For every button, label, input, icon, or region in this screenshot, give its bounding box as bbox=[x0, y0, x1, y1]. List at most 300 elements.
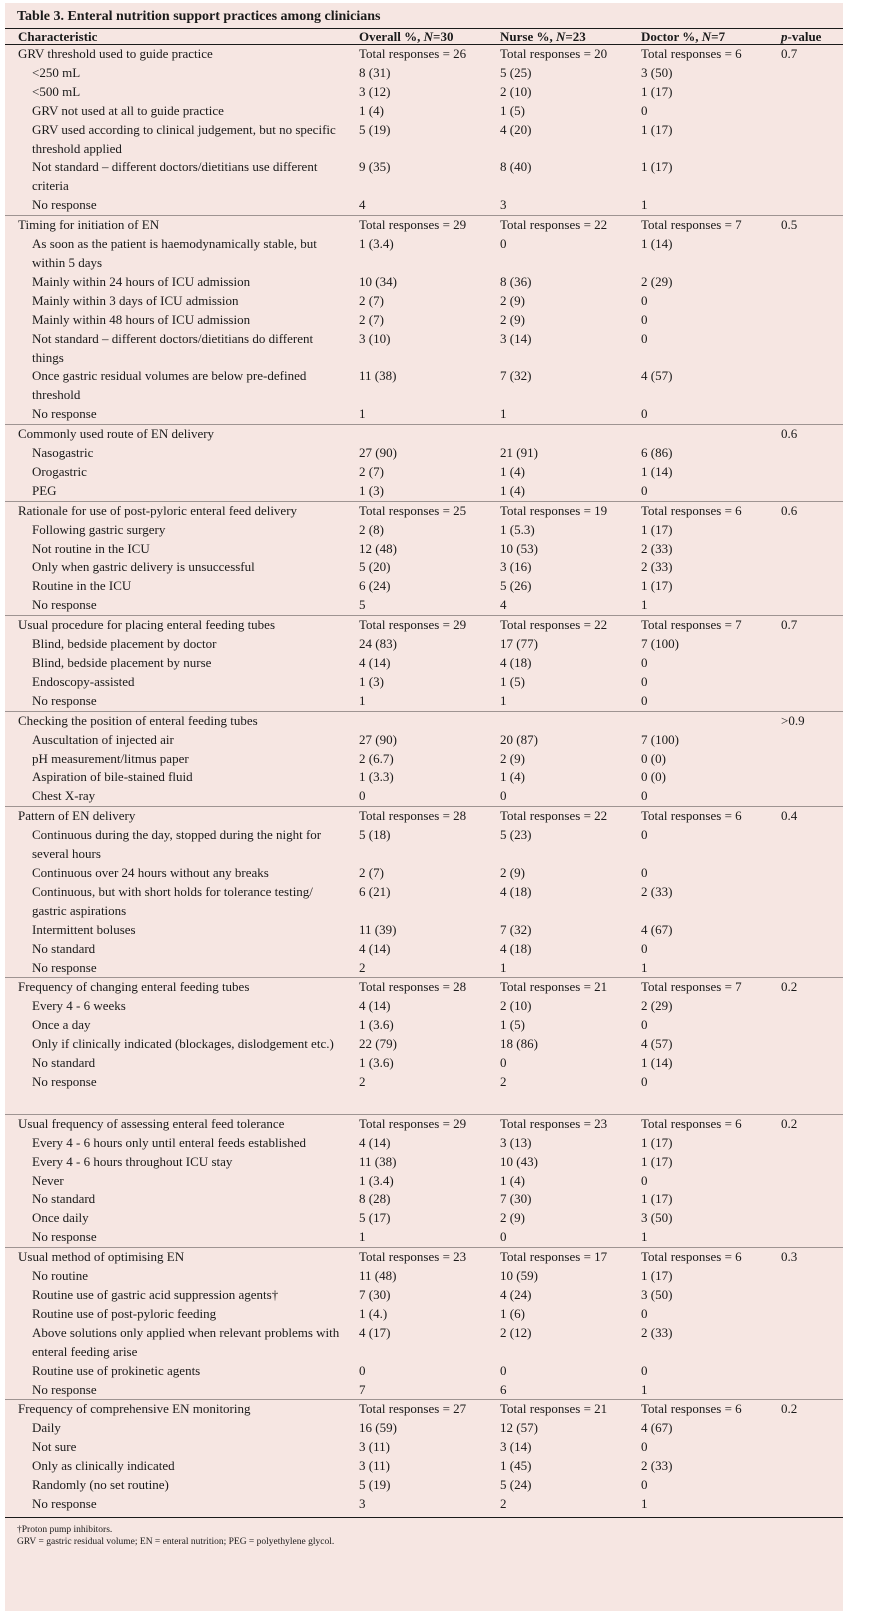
doctor-value: 0 bbox=[641, 655, 648, 670]
nurse-value: 2 (10) bbox=[500, 83, 532, 99]
overall-value: 4 (14) bbox=[359, 998, 391, 1014]
table-row bbox=[5, 1073, 843, 1092]
empty-cell bbox=[781, 1495, 843, 1517]
table-row bbox=[5, 1495, 843, 1517]
overall-value: 6 (24) bbox=[359, 578, 391, 594]
row-label: Above solutions only applied when relevant problems with enteral feeding arise bbox=[32, 1324, 340, 1359]
doctor-value: 0 bbox=[641, 1477, 648, 1493]
row-label: Only if clinically indicated (blockages, dislodgement etc.) bbox=[32, 1036, 334, 1052]
p-value: 0.7 bbox=[781, 46, 798, 61]
nurse-total: Total responses = 22 bbox=[500, 616, 641, 635]
overall-value: 4 (14) bbox=[359, 1134, 391, 1150]
table-row bbox=[5, 521, 843, 540]
empty-cell bbox=[781, 921, 843, 940]
table-row bbox=[5, 959, 843, 978]
doctor-value: 1 bbox=[641, 1381, 648, 1397]
table-row bbox=[5, 1228, 843, 1247]
empty-cell bbox=[781, 1286, 843, 1305]
nurse-value: 1 (4) bbox=[500, 769, 525, 785]
section-label: Timing for initiation of EN bbox=[5, 216, 359, 235]
overall-value: 1 (3.3) bbox=[359, 769, 394, 785]
table-row bbox=[5, 997, 843, 1016]
row-label: Chest X-ray bbox=[32, 788, 96, 804]
table-row bbox=[5, 864, 843, 883]
empty-cell bbox=[781, 577, 843, 596]
empty-cell bbox=[781, 1228, 843, 1247]
doctor-value: 0 bbox=[641, 482, 648, 498]
table-row bbox=[5, 768, 843, 787]
nurse-total bbox=[500, 711, 641, 730]
overall-value: 10 (34) bbox=[359, 273, 397, 289]
doctor-value: 1 bbox=[641, 959, 648, 975]
section-row bbox=[5, 425, 843, 444]
footnote-ppi: †Proton pump inhibitors. bbox=[17, 1525, 113, 1535]
row-label: Intermittent boluses bbox=[32, 921, 136, 937]
doctor-value: 1 bbox=[641, 1229, 648, 1245]
empty-cell bbox=[781, 405, 843, 424]
table-body bbox=[5, 45, 843, 1518]
empty-cell bbox=[781, 1073, 843, 1092]
p-value: 0.3 bbox=[781, 1248, 843, 1267]
doctor-value: 2 (33) bbox=[641, 1458, 673, 1474]
overall-value: 4 (17) bbox=[359, 1324, 391, 1340]
row-label: Only when gastric delivery is unsuccessful bbox=[32, 559, 255, 575]
nurse-value: 5 (23) bbox=[500, 827, 532, 843]
doctor-value: 1 bbox=[641, 197, 648, 213]
empty-cell bbox=[781, 273, 843, 292]
p-value: 0.6 bbox=[781, 425, 843, 444]
overall-value: 3 (12) bbox=[359, 83, 391, 99]
overall-value: 1 (3.6) bbox=[359, 1055, 394, 1071]
doctor-value: 1 (14) bbox=[641, 1055, 673, 1071]
row-label: GRV not used at all to guide practice bbox=[32, 102, 224, 118]
nurse-value: 4 (18) bbox=[500, 883, 532, 899]
row-label: Routine use of post-pyloric feeding bbox=[32, 1305, 217, 1321]
section-row bbox=[5, 216, 843, 235]
empty-cell bbox=[781, 1016, 843, 1035]
row-label: Auscultation of injected air bbox=[32, 731, 174, 747]
nurse-total: Total responses = 22 bbox=[500, 216, 641, 235]
p-value: 0.2 bbox=[781, 1400, 843, 1419]
table-row bbox=[5, 577, 843, 596]
doctor-value: 0 bbox=[641, 406, 648, 422]
row-label: Mainly within 48 hours of ICU admission bbox=[32, 311, 251, 327]
nurse-value: 17 (77) bbox=[500, 636, 538, 652]
empty-cell bbox=[781, 1172, 843, 1191]
table-row bbox=[5, 1362, 843, 1381]
overall-value: 2 (7) bbox=[359, 292, 384, 308]
empty-cell bbox=[781, 940, 843, 959]
empty-cell bbox=[781, 1209, 843, 1228]
doctor-value: 1 (17) bbox=[641, 1191, 673, 1207]
nurse-total: Total responses = 20 bbox=[500, 46, 608, 61]
overall-value: 16 (59) bbox=[359, 1420, 397, 1436]
empty-cell bbox=[781, 83, 843, 102]
overall-value: 11 (39) bbox=[359, 921, 397, 937]
nurse-value: 20 (87) bbox=[500, 731, 538, 747]
empty-cell bbox=[781, 692, 843, 711]
doctor-total bbox=[641, 425, 781, 444]
doctor-value: 0 bbox=[641, 1362, 648, 1378]
overall-value: 24 (83) bbox=[359, 636, 397, 652]
overall-total: Total responses = 27 bbox=[359, 1400, 500, 1419]
footnotes bbox=[17, 1524, 334, 1548]
table-row bbox=[5, 1016, 843, 1035]
nurse-value: 2 (9) bbox=[500, 864, 525, 880]
doctor-value: 0 (0) bbox=[641, 750, 666, 766]
overall-value: 3 (11) bbox=[359, 1439, 390, 1455]
section-label: Usual method of optimising EN bbox=[5, 1248, 359, 1267]
table-row bbox=[5, 405, 843, 424]
table-row bbox=[5, 158, 843, 196]
nurse-value: 7 (30) bbox=[500, 1191, 532, 1207]
header-p-value: p-value bbox=[781, 29, 843, 45]
empty-cell bbox=[781, 883, 843, 921]
overall-value: 5 (20) bbox=[359, 559, 391, 575]
doctor-value: 0 (0) bbox=[641, 769, 666, 785]
empty-cell bbox=[781, 540, 843, 559]
section-row bbox=[5, 45, 843, 64]
nurse-total: Total responses = 21 bbox=[500, 1400, 641, 1419]
section-row bbox=[5, 978, 843, 997]
table-row bbox=[5, 1190, 843, 1209]
nurse-value: 4 (18) bbox=[500, 655, 532, 670]
nurse-value: 7 (32) bbox=[500, 921, 532, 937]
nurse-value: 4 (20) bbox=[500, 121, 532, 137]
table-row bbox=[5, 540, 843, 559]
overall-total: Total responses = 26 bbox=[359, 46, 467, 61]
doctor-value: 2 (33) bbox=[641, 540, 673, 556]
row-label: Following gastric surgery bbox=[32, 521, 166, 537]
empty-cell bbox=[781, 64, 843, 83]
row-label: No response bbox=[32, 1381, 97, 1397]
overall-value: 1 (3.6) bbox=[359, 1017, 394, 1033]
table-row bbox=[5, 1381, 843, 1400]
doctor-value: 1 (17) bbox=[641, 83, 673, 99]
empty-cell bbox=[781, 864, 843, 883]
empty-cell bbox=[781, 102, 843, 121]
row-label: Daily bbox=[32, 1420, 61, 1436]
empty-cell bbox=[781, 635, 843, 654]
doctor-value: 0 bbox=[641, 1305, 648, 1321]
spacer-row bbox=[5, 1092, 843, 1115]
nurse-value: 3 (14) bbox=[500, 1439, 532, 1455]
doctor-value: 1 (17) bbox=[641, 121, 673, 137]
header-overall: Overall %, N=30 bbox=[359, 29, 500, 45]
empty-cell bbox=[781, 673, 843, 692]
overall-value: 1 (4.) bbox=[359, 1305, 388, 1321]
nurse-total: Total responses = 19 bbox=[500, 501, 641, 520]
overall-value: 5 (19) bbox=[359, 1477, 391, 1493]
nurse-total: Total responses = 17 bbox=[500, 1248, 641, 1267]
overall-value: 1 (3) bbox=[359, 673, 384, 689]
section-label: Usual procedure for placing enteral feeding tubes bbox=[5, 616, 359, 635]
nurse-value: 2 (9) bbox=[500, 311, 525, 327]
empty-cell bbox=[781, 654, 843, 673]
p-value: 0.6 bbox=[781, 501, 843, 520]
empty-cell bbox=[781, 750, 843, 769]
section-row bbox=[5, 1248, 843, 1267]
empty-cell bbox=[781, 1305, 843, 1324]
overall-value: 2 (8) bbox=[359, 521, 384, 537]
section-row bbox=[5, 1114, 843, 1133]
row-label: No response bbox=[32, 597, 97, 613]
empty-cell bbox=[781, 731, 843, 750]
row-label: GRV used according to clinical judgement, but no specific threshold applied bbox=[32, 121, 336, 156]
row-label: Nasogastric bbox=[32, 445, 94, 461]
doctor-value: 0 bbox=[641, 673, 648, 689]
row-label: Continuous over 24 hours without any breaks bbox=[32, 864, 269, 880]
overall-value: 3 (10) bbox=[359, 330, 391, 346]
row-label: Once a day bbox=[32, 1017, 91, 1033]
overall-value: 2 (7) bbox=[359, 864, 384, 880]
doctor-value: 1 bbox=[641, 1495, 781, 1517]
doctor-value: 4 (67) bbox=[641, 921, 673, 937]
overall-total: Total responses = 23 bbox=[359, 1248, 500, 1267]
empty-cell bbox=[781, 1035, 843, 1054]
table-row bbox=[5, 596, 843, 615]
nurse-total: Total responses = 23 bbox=[500, 1114, 641, 1133]
overall-value: 11 (38) bbox=[359, 1153, 397, 1169]
row-label: Once gastric residual volumes are below pre-defined threshold bbox=[32, 368, 307, 403]
doctor-value: 0 bbox=[641, 692, 648, 708]
empty-cell bbox=[781, 596, 843, 615]
empty-cell bbox=[781, 1267, 843, 1286]
table-row bbox=[5, 1457, 843, 1476]
doctor-value: 0 bbox=[641, 1439, 648, 1455]
overall-value: 6 (21) bbox=[359, 883, 391, 899]
nurse-value: 1 (4) bbox=[500, 463, 525, 479]
overall-value: 1 bbox=[359, 406, 366, 422]
doctor-value: 7 (100) bbox=[641, 731, 679, 747]
row-label: No routine bbox=[32, 1268, 88, 1284]
overall-value: 2 (6.7) bbox=[359, 750, 394, 766]
overall-value: 0 bbox=[359, 1362, 366, 1378]
doctor-value: 2 (29) bbox=[641, 273, 673, 289]
table-row bbox=[5, 367, 843, 405]
doctor-value: 1 (17) bbox=[641, 578, 673, 594]
table-row bbox=[5, 196, 843, 215]
doctor-value: 0 bbox=[641, 788, 648, 804]
empty-cell bbox=[781, 444, 843, 463]
table-row bbox=[5, 102, 843, 121]
doctor-total: Total responses = 6 bbox=[641, 807, 781, 826]
nurse-value: 2 (9) bbox=[500, 750, 525, 766]
nurse-value: 7 (32) bbox=[500, 368, 532, 384]
doctor-value: 0 bbox=[641, 1172, 648, 1188]
doctor-value: 1 (17) bbox=[641, 1134, 673, 1150]
empty-cell bbox=[781, 1153, 843, 1172]
doctor-total: Total responses = 7 bbox=[641, 978, 781, 997]
row-label: Routine use of prokinetic agents bbox=[32, 1362, 201, 1378]
row-label: Endoscopy-assisted bbox=[32, 673, 135, 689]
row-label: Continuous, but with short holds for tolerance testing/ gastric aspirations bbox=[32, 883, 313, 918]
row-label: No standard bbox=[32, 940, 96, 956]
doctor-value: 2 (33) bbox=[641, 883, 673, 899]
nurse-value: 12 (57) bbox=[500, 1420, 538, 1436]
empty-cell bbox=[781, 1476, 843, 1495]
row-label: No response bbox=[5, 1495, 359, 1517]
empty-cell bbox=[781, 311, 843, 330]
empty-cell bbox=[781, 787, 843, 806]
table-row bbox=[5, 731, 843, 750]
nurse-value: 0 bbox=[500, 1362, 507, 1378]
row-label: No response bbox=[32, 406, 97, 422]
doctor-value: 1 (17) bbox=[641, 159, 673, 175]
row-label: As soon as the patient is haemodynamically stable, but within 5 days bbox=[32, 236, 317, 270]
nurse-value: 10 (53) bbox=[500, 540, 538, 556]
section-label: Rationale for use of post-pyloric enteral feed delivery bbox=[5, 501, 359, 520]
nurse-value: 6 bbox=[500, 1381, 507, 1397]
nurse-value: 2 bbox=[500, 1495, 641, 1517]
overall-value: 5 (18) bbox=[359, 827, 391, 843]
overall-value: 9 (35) bbox=[359, 159, 391, 175]
overall-value: 2 bbox=[359, 959, 366, 975]
doctor-value: 3 (50) bbox=[641, 64, 673, 80]
overall-value: 22 (79) bbox=[359, 1036, 397, 1052]
nurse-value: 5 (24) bbox=[500, 1477, 532, 1493]
doctor-total: Total responses = 7 bbox=[641, 616, 781, 635]
empty-cell bbox=[781, 768, 843, 787]
nurse-value: 0 bbox=[500, 788, 507, 804]
row-label: <500 mL bbox=[32, 83, 81, 99]
doctor-value: 0 bbox=[641, 330, 648, 346]
row-label: Every 4 - 6 hours throughout ICU stay bbox=[32, 1153, 233, 1169]
section-label: Pattern of EN delivery bbox=[5, 807, 359, 826]
table-row bbox=[5, 444, 843, 463]
table-row bbox=[5, 883, 843, 921]
empty-cell bbox=[781, 292, 843, 311]
doctor-value: 6 (86) bbox=[641, 445, 673, 461]
row-label: Routine use of gastric acid suppression agents† bbox=[32, 1287, 279, 1302]
row-label: No response bbox=[32, 1229, 97, 1245]
footnote-abbreviations: GRV = gastric residual volume; EN = enteral nutrition; PEG = polyethylene glycol. bbox=[17, 1537, 335, 1547]
nurse-value: 1 bbox=[500, 959, 507, 975]
doctor-value: 0 bbox=[641, 311, 648, 327]
nurse-value: 1 bbox=[500, 692, 507, 708]
row-label: Every 4 - 6 weeks bbox=[32, 998, 126, 1014]
nurse-value: 1 (5) bbox=[500, 1017, 525, 1033]
doctor-value: 1 (17) bbox=[641, 1268, 673, 1284]
nurse-value: 1 (5.3) bbox=[500, 521, 535, 537]
nurse-value: 10 (43) bbox=[500, 1153, 538, 1169]
empty-cell bbox=[781, 521, 843, 540]
nurse-value: 4 (24) bbox=[500, 1287, 532, 1302]
table-row bbox=[5, 121, 843, 159]
table-row bbox=[5, 463, 843, 482]
table-row bbox=[5, 1324, 843, 1362]
section-label: Commonly used route of EN delivery bbox=[5, 425, 359, 444]
row-label: Blind, bedside placement by doctor bbox=[32, 636, 217, 652]
table-row bbox=[5, 1438, 843, 1457]
row-label: Aspiration of bile-stained fluid bbox=[32, 769, 193, 785]
table-row bbox=[5, 1153, 843, 1172]
overall-total bbox=[359, 711, 500, 730]
table-row bbox=[5, 273, 843, 292]
p-value: >0.9 bbox=[781, 711, 843, 730]
doctor-value: 1 (17) bbox=[641, 521, 673, 537]
doctor-value: 1 (14) bbox=[641, 463, 673, 479]
nurse-value: 2 (12) bbox=[500, 1324, 532, 1340]
nurse-value: 1 (45) bbox=[500, 1458, 532, 1474]
nurse-value: 8 (36) bbox=[500, 273, 532, 289]
table-row bbox=[5, 311, 843, 330]
empty-cell bbox=[781, 235, 843, 273]
nurse-value: 1 (5) bbox=[500, 102, 525, 118]
doctor-value: 2 (33) bbox=[641, 559, 673, 575]
overall-value: 27 (90) bbox=[359, 445, 397, 461]
nurse-total: Total responses = 22 bbox=[500, 807, 641, 826]
empty-cell bbox=[781, 121, 843, 159]
table-row bbox=[5, 635, 843, 654]
nurse-value: 1 (4) bbox=[500, 1172, 525, 1188]
nurse-value: 1 bbox=[500, 406, 507, 422]
section-label: Frequency of comprehensive EN monitoring bbox=[5, 1400, 359, 1419]
empty-cell bbox=[781, 997, 843, 1016]
overall-total: Total responses = 28 bbox=[359, 978, 500, 997]
row-label: Orogastric bbox=[32, 463, 87, 479]
nurse-value: 0 bbox=[500, 1055, 507, 1071]
nurse-value: 5 (25) bbox=[500, 64, 532, 80]
empty-cell bbox=[781, 1324, 843, 1362]
empty-cell bbox=[781, 826, 843, 864]
empty-cell bbox=[781, 158, 843, 196]
overall-value: 4 (14) bbox=[359, 655, 391, 670]
row-label: Randomly (no set routine) bbox=[32, 1477, 169, 1493]
row-label: <250 mL bbox=[32, 64, 81, 80]
doctor-value: 1 (17) bbox=[641, 1153, 673, 1169]
table-row bbox=[5, 1476, 843, 1495]
doctor-total: Total responses = 6 bbox=[641, 501, 781, 520]
section-row bbox=[5, 711, 843, 730]
row-label: No response bbox=[32, 692, 97, 708]
table-panel bbox=[5, 3, 843, 1611]
nurse-value: 2 (10) bbox=[500, 998, 532, 1014]
overall-value: 1 (4) bbox=[359, 102, 384, 118]
row-label: No response bbox=[32, 959, 97, 975]
doctor-total: Total responses = 6 bbox=[641, 46, 742, 61]
overall-value: 1 bbox=[359, 1229, 366, 1245]
row-label: pH measurement/litmus paper bbox=[32, 750, 189, 766]
overall-value: 8 (28) bbox=[359, 1191, 391, 1207]
overall-value: 7 (30) bbox=[359, 1287, 391, 1302]
empty-cell bbox=[781, 1134, 843, 1153]
doctor-total: Total responses = 6 bbox=[641, 1248, 781, 1267]
doctor-total: Total responses = 7 bbox=[641, 216, 781, 235]
row-label: Not sure bbox=[32, 1439, 77, 1455]
table-row bbox=[5, 692, 843, 711]
row-label: No response bbox=[32, 1073, 97, 1089]
table-row bbox=[5, 1209, 843, 1228]
doctor-value: 3 (50) bbox=[641, 1287, 673, 1302]
empty-cell bbox=[781, 1362, 843, 1381]
nurse-value: 8 (40) bbox=[500, 159, 532, 175]
header-row bbox=[5, 29, 843, 45]
p-value: 0.5 bbox=[781, 216, 843, 235]
row-label: Never bbox=[32, 1172, 64, 1188]
overall-total: Total responses = 28 bbox=[359, 807, 500, 826]
empty-cell bbox=[781, 558, 843, 577]
nurse-value: 1 (6) bbox=[500, 1305, 525, 1321]
empty-cell bbox=[781, 1381, 843, 1400]
nurse-value: 10 (59) bbox=[500, 1268, 538, 1284]
overall-value: 2 bbox=[359, 1073, 366, 1089]
p-value: 0.2 bbox=[781, 978, 843, 997]
row-label: No standard bbox=[32, 1055, 96, 1071]
table-row bbox=[5, 1054, 843, 1073]
nurse-value: 2 (9) bbox=[500, 292, 525, 308]
section-label: GRV threshold used to guide practice bbox=[18, 46, 213, 61]
